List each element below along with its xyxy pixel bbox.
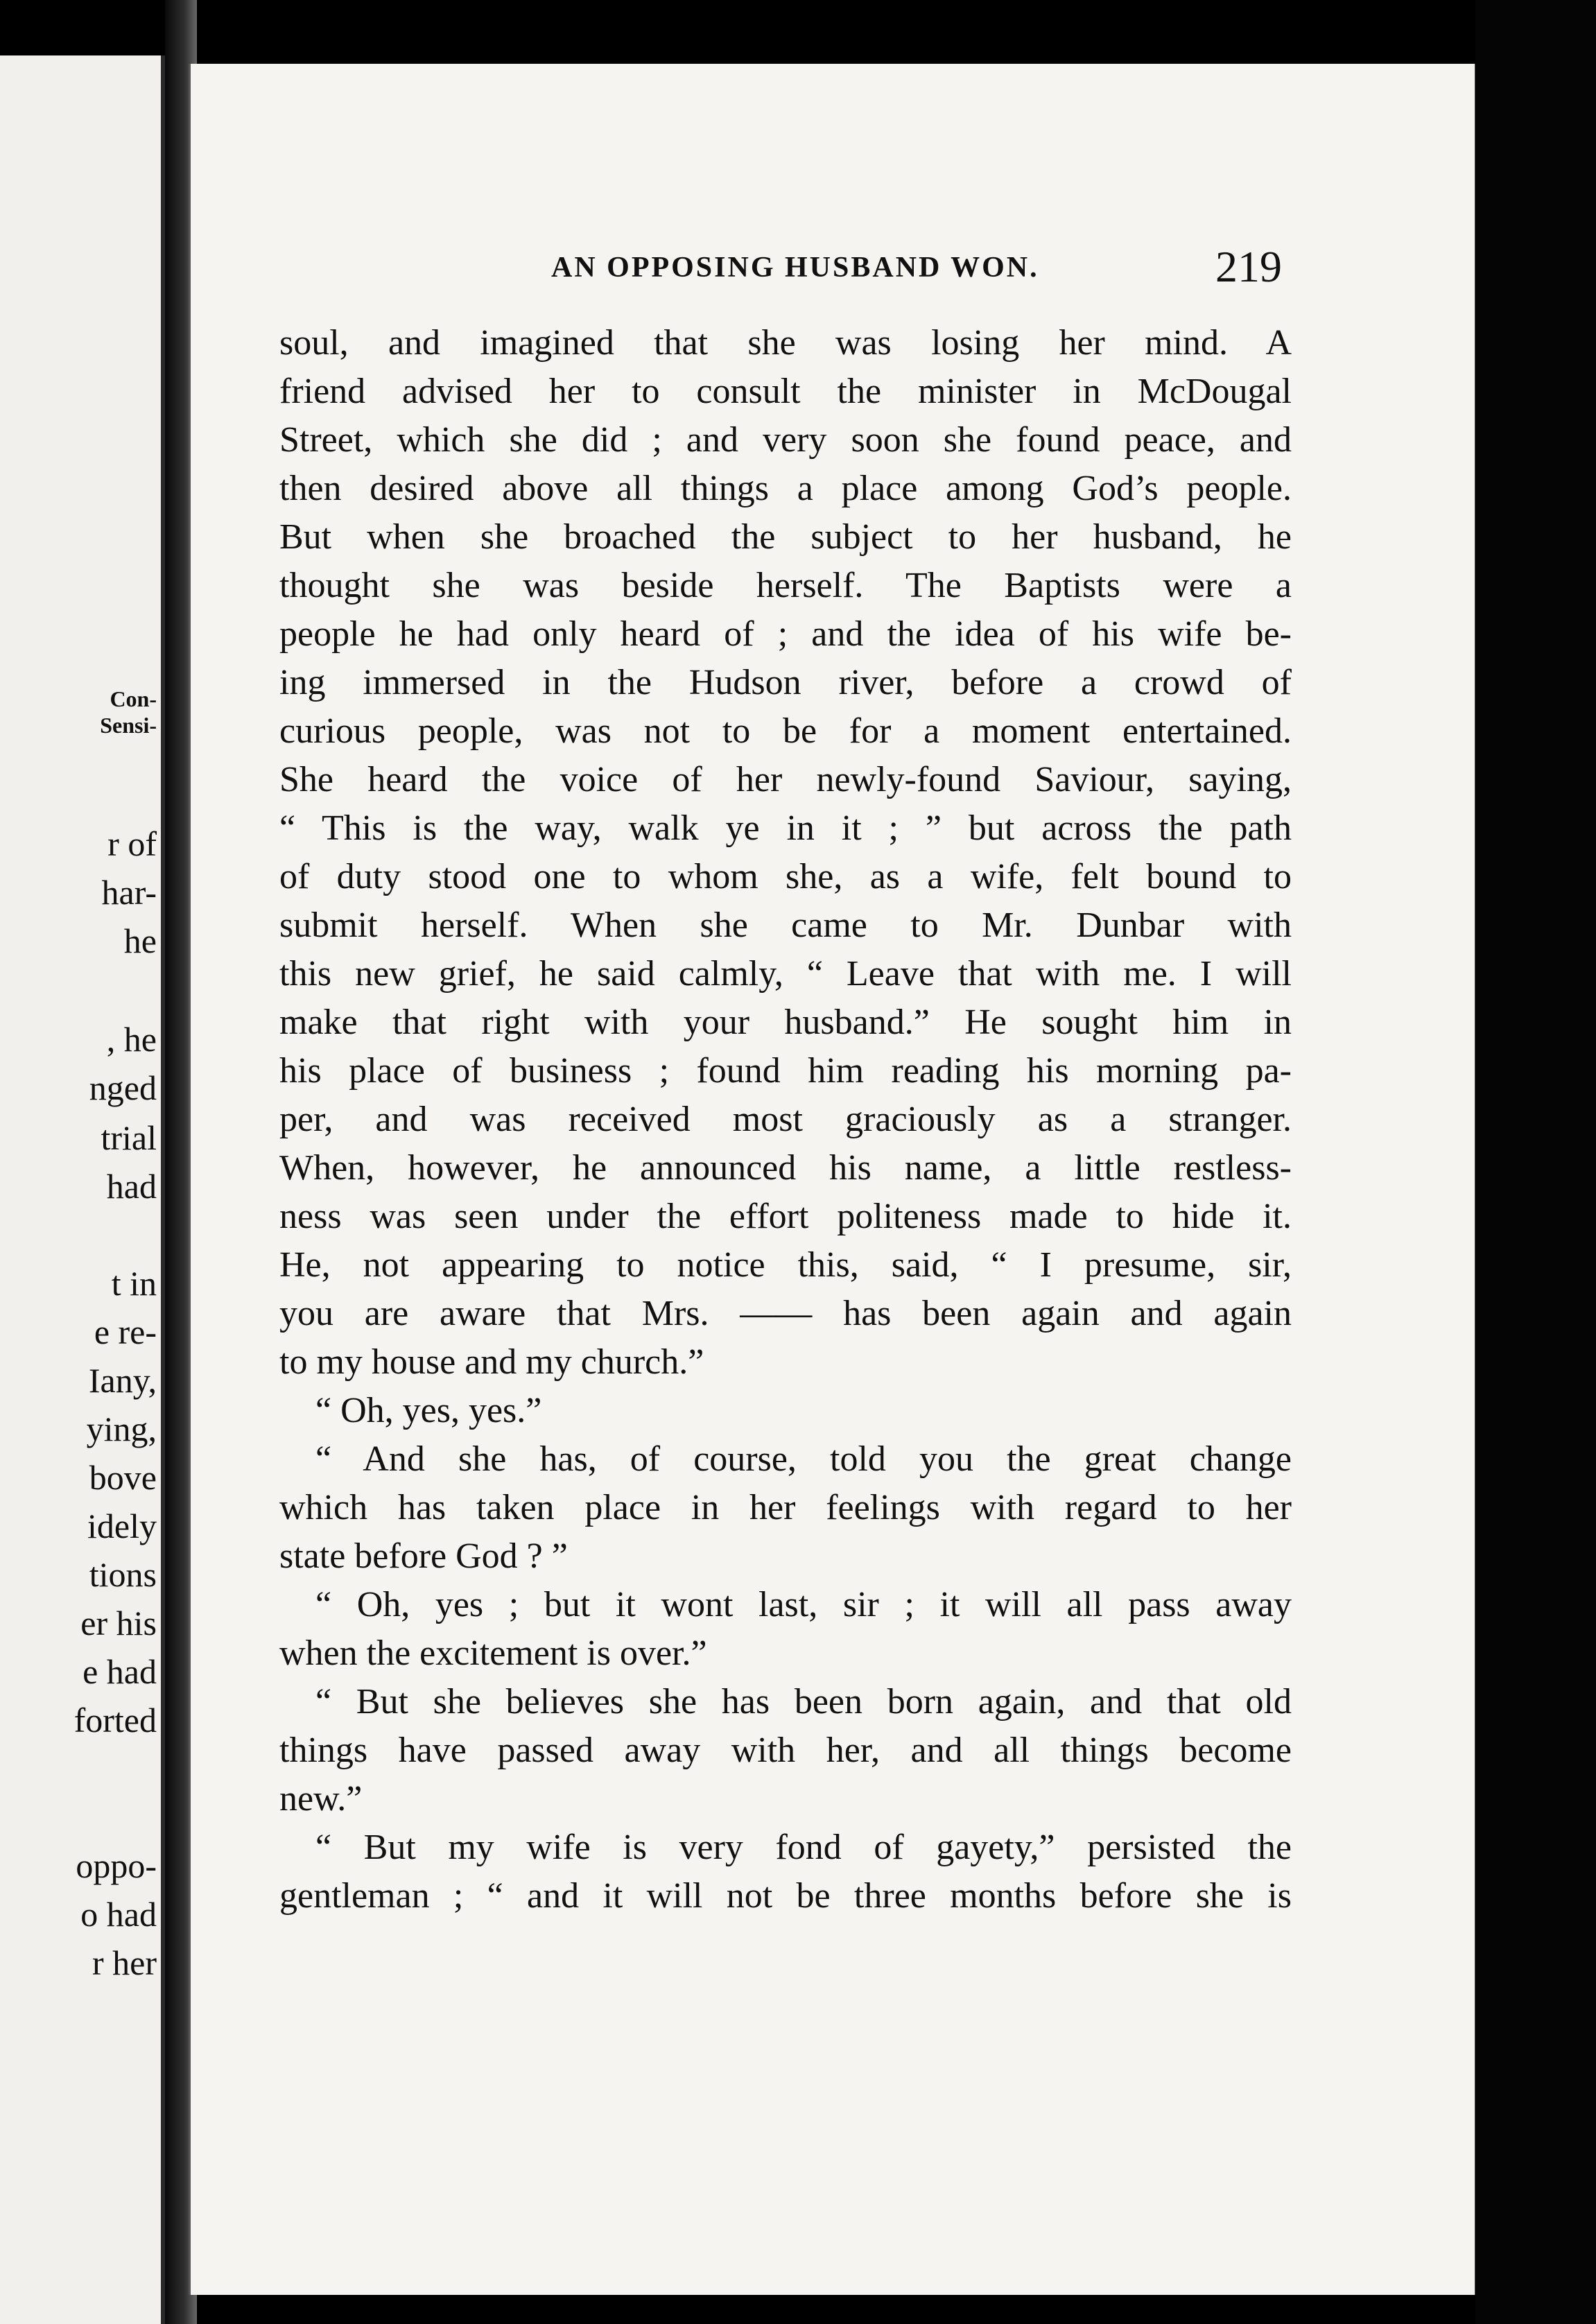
page-header — [191, 242, 1300, 300]
text-line: Street, which she did ; and very soon she found peace, and — [279, 420, 1292, 460]
text-line: ness was seen under the effort politeness made to hide it. — [279, 1197, 1292, 1236]
dialogue-line: “ Oh, yes ; but it wont last, sir ; it will all pass away — [315, 1585, 1292, 1624]
left-margin-fragment: ying, — [86, 1410, 157, 1448]
text-line: soul, and imagined that she was losing her mind. A — [279, 323, 1292, 363]
dialogue-line: “ But she believes she has been born again, and that old — [315, 1682, 1292, 1722]
text-line: He, not appearing to notice this, said, “ I presume, sir, — [279, 1245, 1292, 1285]
text-line: make that right with your husband.” He sought him in — [279, 1003, 1292, 1042]
left-margin-fragment: nged — [89, 1068, 157, 1107]
text-line: his place of business ; found him reading his morning pa- — [279, 1051, 1292, 1091]
left-margin-fragment: er his — [80, 1604, 157, 1642]
text-line: state before God ? ” — [279, 1536, 568, 1576]
dialogue-line: “ But my wife is very fond of gayety,” persisted the — [315, 1828, 1292, 1867]
left-margin-fragment: , he — [106, 1020, 157, 1059]
left-margin-fragment: tions — [89, 1555, 157, 1594]
left-margin-fragment: Iany, — [88, 1361, 157, 1400]
running-head: AN OPPOSING HUSBAND WON. — [551, 252, 1039, 284]
left-margin-fragment: e had — [83, 1652, 157, 1691]
left-margin-fragment: bove — [89, 1458, 157, 1497]
text-line: curious people, was not to be for a moment entertained. — [279, 711, 1292, 751]
right-page — [189, 64, 1477, 2295]
text-line: per, and was received most graciously as a stranger. — [279, 1100, 1292, 1139]
left-margin-fragment: forted — [73, 1701, 157, 1740]
text-line: then desired above all things a place among God’s people. — [279, 469, 1292, 508]
left-margin-fragment: har- — [101, 873, 157, 912]
text-line: when the excitement is over.” — [279, 1633, 707, 1673]
scan-right-border — [1475, 0, 1596, 2324]
text-line: you are aware that Mrs. —— has been again and again — [279, 1294, 1292, 1333]
page-number: 219 — [1215, 242, 1282, 291]
text-line: of duty stood one to whom she, as a wife, felt bound to — [279, 857, 1292, 896]
dialogue-line: “ And she has, of course, told you the great change — [315, 1439, 1292, 1479]
text-line: “ This is the way, walk ye in it ; ” but across the path — [279, 808, 1292, 848]
left-margin-fragment: had — [106, 1167, 157, 1206]
text-line: friend advised her to consult the minister in McDougal — [279, 372, 1292, 411]
text-line: people he had only heard of ; and the idea of his wife be- — [279, 614, 1292, 654]
text-line: which has taken place in her feelings with regard to her — [279, 1488, 1292, 1527]
text-line: submit herself. When she came to Mr. Dunbar with — [279, 905, 1292, 945]
dialogue-line: “ Oh, yes, yes.” — [315, 1391, 542, 1430]
left-margin-fragment: Sensi- — [100, 713, 157, 738]
text-line: to my house and my church.” — [279, 1342, 704, 1382]
text-line: thought she was beside herself. The Baptists were a — [279, 566, 1292, 605]
left-margin-fragment: idely — [87, 1507, 157, 1545]
text-line: things have passed away with her, and all things become — [279, 1731, 1292, 1770]
left-margin-fragment: he — [123, 921, 157, 960]
text-line: When, however, he announced his name, a little restless- — [279, 1148, 1292, 1188]
text-line: ing immersed in the Hudson river, before a crowd of — [279, 663, 1292, 702]
left-margin-fragment: o had — [80, 1895, 157, 1934]
left-margin-fragment: e re- — [94, 1312, 157, 1351]
left-margin-fragment: r of — [107, 824, 157, 863]
text-line: She heard the voice of her newly-found Saviour, saying, — [279, 760, 1292, 799]
text-line: this new grief, he said calmly, “ Leave that with me. I will — [279, 954, 1292, 994]
page-body-text — [279, 319, 1292, 1920]
left-facing-page-fragment — [0, 55, 165, 2324]
left-margin-fragment: trial — [101, 1118, 157, 1157]
left-margin-fragment: Con- — [110, 686, 157, 711]
text-line: But when she broached the subject to her husband, he — [279, 517, 1292, 557]
text-line: gentleman ; “ and it will not be three months before she is — [279, 1876, 1292, 1916]
left-margin-fragment: r her — [92, 1943, 157, 1982]
left-margin-fragment: t in — [111, 1264, 157, 1303]
text-line: new.” — [279, 1779, 363, 1819]
left-margin-fragment: oppo- — [76, 1846, 157, 1885]
